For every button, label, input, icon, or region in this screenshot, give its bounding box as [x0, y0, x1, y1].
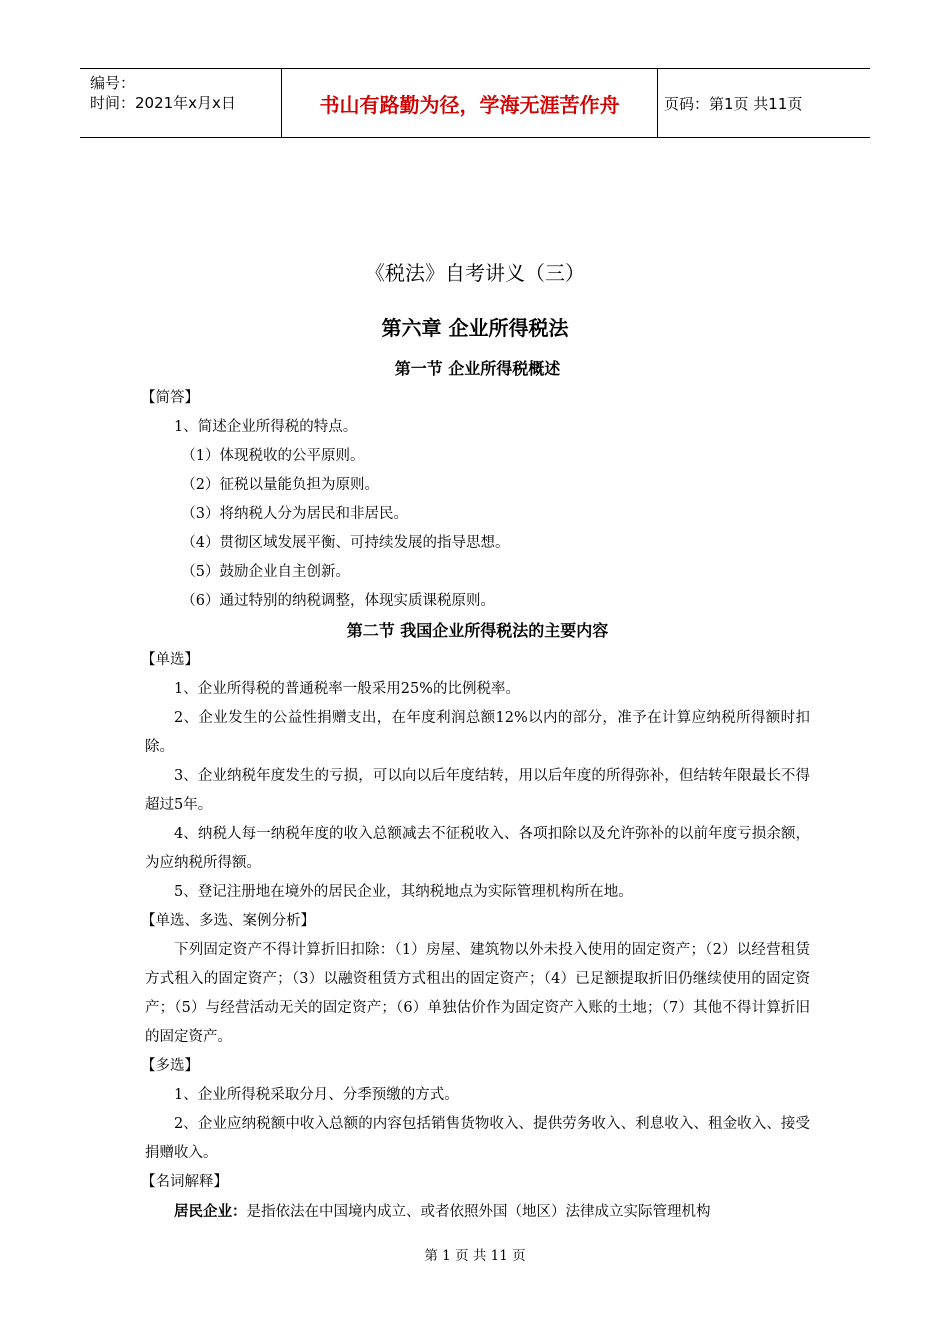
paragraph: 1、企业所得税的普通税率一般采用25%的比例税率。: [174, 681, 520, 697]
tag-single-choice: 【单选】: [141, 652, 199, 668]
section-1-title: 第一节 企业所得税概述: [394, 359, 561, 378]
page-header: [80, 68, 870, 138]
list-item: （1）体现税收的公平原则。: [181, 448, 365, 464]
paragraph: 2、企业应纳税额中收入总额的内容包括销售货物收入、提供劳务收入、利息收入、租金收入、接受捐赠收入。: [145, 1116, 810, 1161]
paragraph: 1、企业所得税采取分月、分季预缴的方式。: [174, 1087, 459, 1103]
paragraph: 下列固定资产不得计算折旧扣除：（1）房屋、建筑物以外未投入使用的固定资产；（2）以经营租赁方式租入的固定资产；（3）以融资租赁方式租出的固定资产；（4）已足额提取折旧仍继续使用的固定资产；（5）与经营活动无关的固定资产；（6）单独估价作为固定资产入账的土地；（7）其他不得计算折旧的固定资产。: [145, 942, 810, 1045]
term-text: 是指依法在中国境内成立、或者依照外国（地区）法律成立实际管理机构: [246, 1204, 711, 1220]
section-2-title: 第二节 我国企业所得税法的主要内容: [346, 621, 609, 640]
tag-mixed: 【单选、多选、案例分析】: [141, 913, 315, 929]
number-label: 编号：: [90, 74, 136, 92]
paragraph: 4、纳税人每一纳税年度的收入总额减去不征税收入、各项扣除以及允许弥补的以前年度亏损余额，为应纳税所得额。: [145, 826, 810, 871]
header-motto: 书山有路勤为径，学海无涯苦作舟: [282, 69, 658, 137]
paragraph: 5、登记注册地在境外的居民企业，其纳税地点为实际管理机构所在地。: [174, 884, 633, 900]
document-body: [141, 354, 810, 1227]
list-item: （2）征税以量能负担为原则。: [181, 477, 379, 493]
paragraph: 2、企业发生的公益性捐赠支出，在年度利润总额12%以内的部分，准予在计算应纳税所得额时扣除。: [145, 710, 810, 755]
paragraph: 3、企业纳税年度发生的亏损，可以向以后年度结转，用以后年度的所得弥补，但结转年限最长不得超过5年。: [145, 768, 810, 813]
header-meta: [80, 69, 282, 137]
header-page-info: 页码：第1页 共11页: [664, 94, 803, 113]
chapter-title: 第六章 企业所得税法: [381, 316, 569, 340]
tag-term-definition: 【名词解释】: [141, 1174, 228, 1190]
list-item: （5）鼓励企业自主创新。: [181, 564, 350, 580]
tag-multi-choice: 【多选】: [141, 1058, 199, 1074]
list-item: （3）将纳税人分为居民和非居民。: [181, 506, 408, 522]
page-footer: 第 1 页 共 11 页: [424, 1248, 526, 1264]
question: 1、简述企业所得税的特点。: [174, 419, 358, 435]
tag-short-answer: 【简答】: [141, 390, 199, 406]
term-name: 居民企业：: [174, 1203, 247, 1220]
document-title: 《税法》自考讲义（三）: [365, 261, 585, 285]
list-item: （6）通过特别的纳税调整，体现实质课税原则。: [181, 593, 495, 609]
list-item: （4）贯彻区域发展平衡、可持续发展的指导思想。: [181, 535, 510, 551]
term-definition: [145, 1197, 810, 1227]
time-label: 时间：2021年x月x日: [90, 94, 236, 112]
